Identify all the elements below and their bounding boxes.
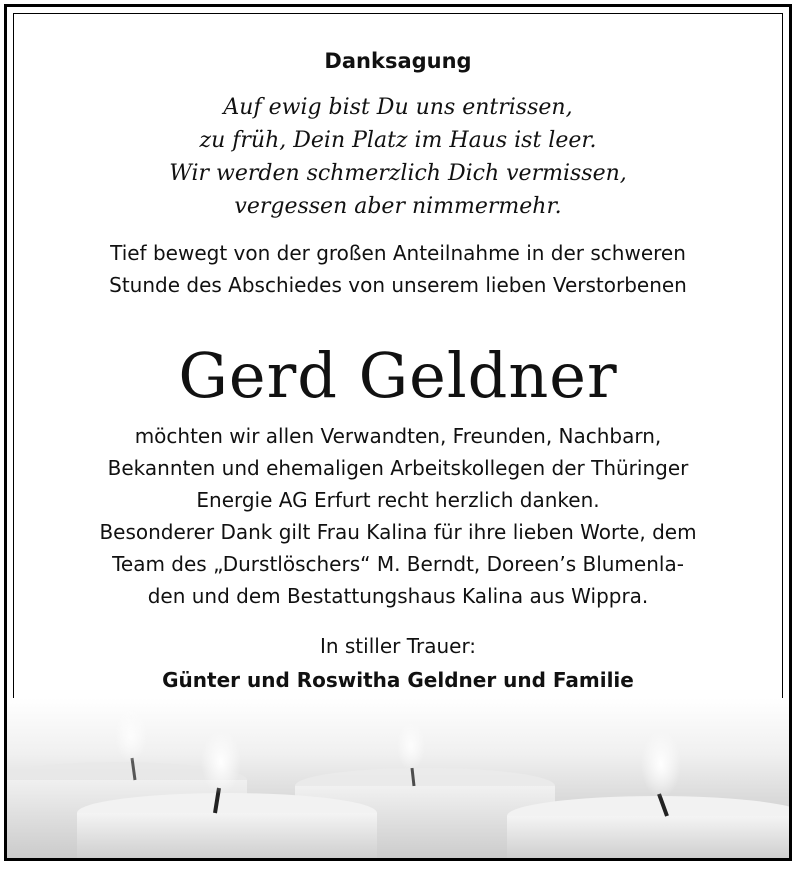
poem-line: vergessen aber nimmermehr. [234,194,562,219]
thanks-text [7,420,789,612]
heading: Danksagung [324,49,472,73]
mourning-label: In stiller Trauer: [319,634,477,658]
obituary-card [4,4,792,861]
thanks-line: Besonderer Dank gilt Frau Kalina für ihre lieben Worte, dem [99,520,697,544]
poem [7,91,789,223]
intro-line: Tief bewegt von der großen Anteilnahme in der schweren [110,241,686,265]
thanks-line: Team des „Durstlöschers“ M. Berndt, Doreen’s Blumenla- [112,552,684,576]
deceased-name: Gerd Geldner [178,339,618,412]
intro-text [7,237,789,301]
thanks-line: möchten wir allen Verwandten, Freunden, Nachbarn, [134,424,662,448]
thanks-line: Bekannten und ehemaligen Arbeitskollegen der Thüringer [107,456,689,480]
candles-icon [7,698,789,858]
poem-line: zu früh, Dein Platz im Haus ist leer. [199,128,597,153]
intro-line: Stunde des Abschiedes von unserem lieben Verstorbenen [109,273,687,297]
thanks-line: den und dem Bestattungshaus Kalina aus Wippra. [147,584,649,608]
thanks-line: Energie AG Erfurt recht herzlich danken. [196,488,600,512]
poem-line: Auf ewig bist Du uns entrissen, [223,95,573,120]
poem-line: Wir werden schmerzlich Dich vermissen, [169,161,627,186]
signers: Günter und Roswitha Geldner und Familie [162,668,634,692]
